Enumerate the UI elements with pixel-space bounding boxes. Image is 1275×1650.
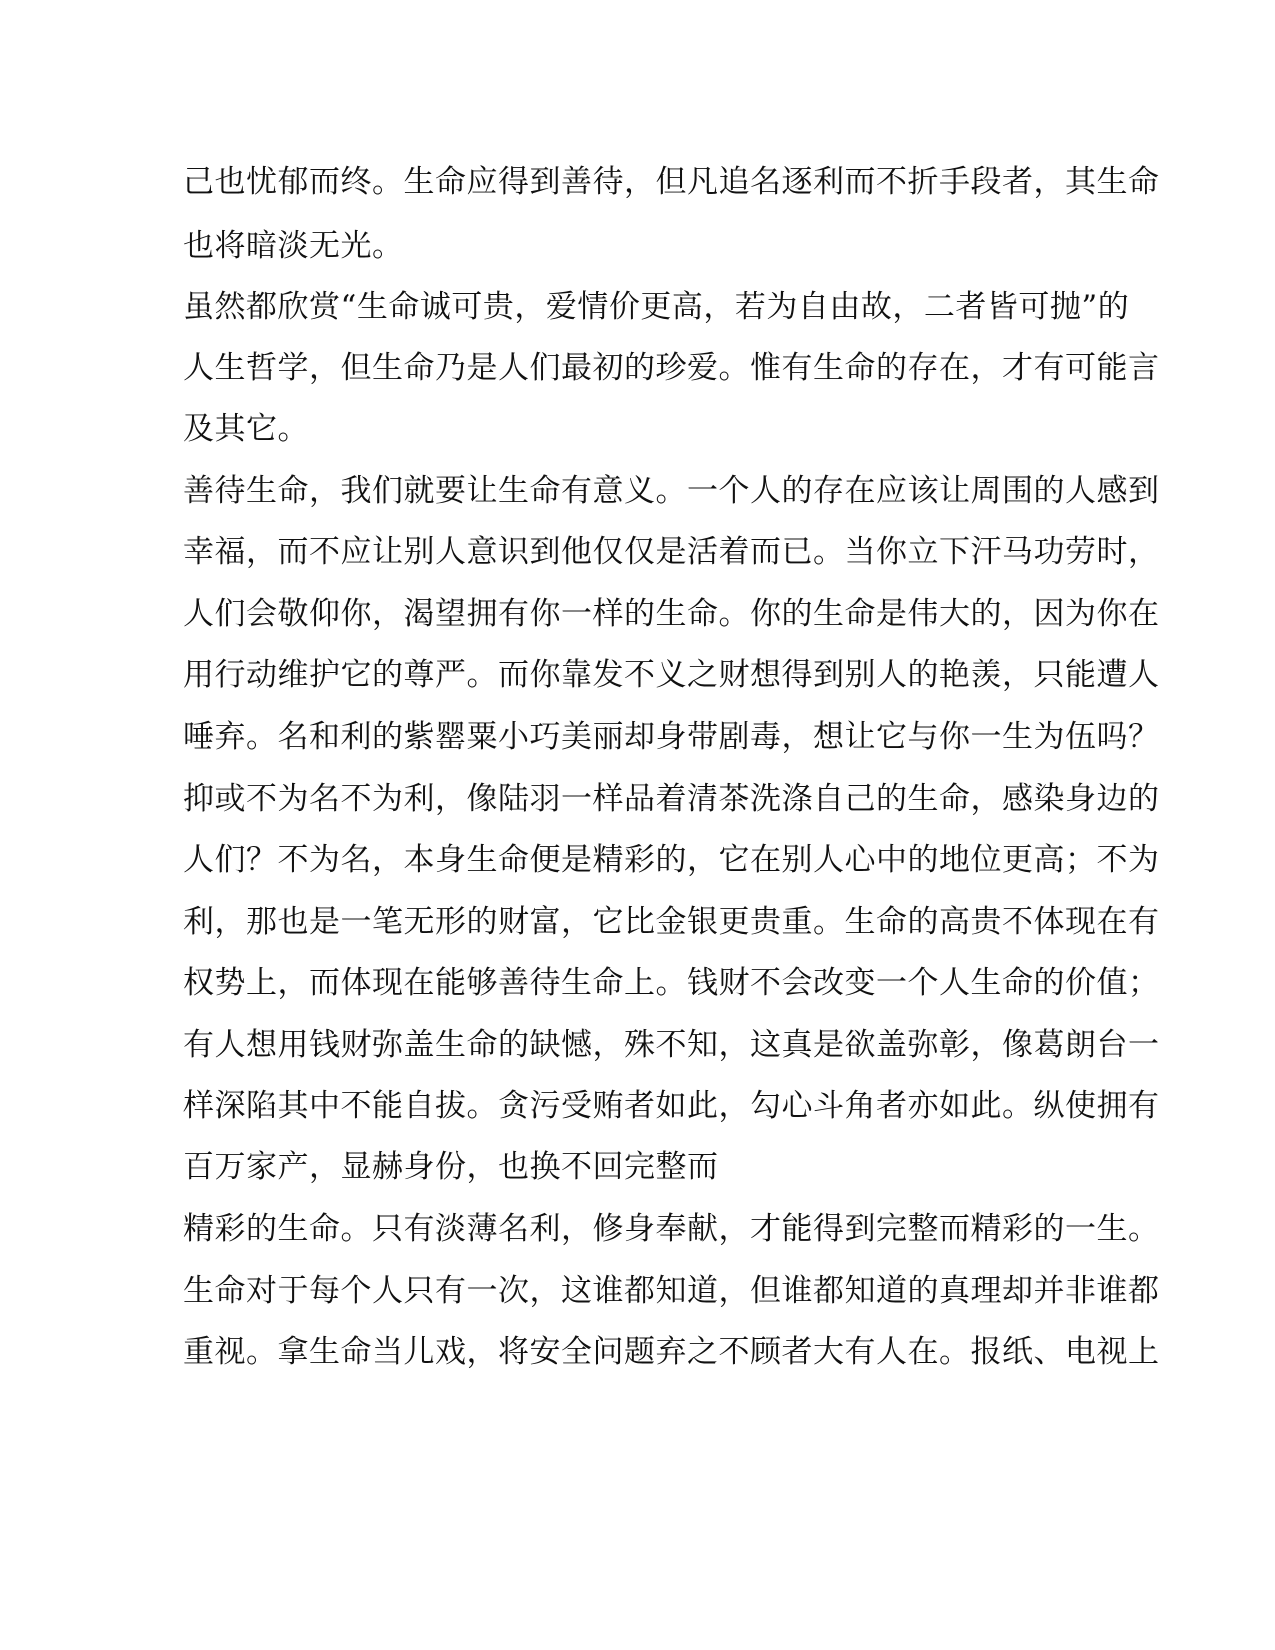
text-line: 样深陷其中不能自拔。贪污受贿者如此，勾心斗角者亦如此。纵使拥有 bbox=[183, 1088, 1160, 1124]
text-line: 幸福，而不应让别人意识到他仅仅是活着而已。当你立下汗马功劳时， bbox=[183, 534, 1160, 570]
text-line: 及其它。 bbox=[183, 411, 309, 447]
text-line: 己也忧郁而终。生命应得到善待，但凡追名逐利而不折手段者，其生命 bbox=[183, 164, 1160, 200]
text-line: 虽然都欣赏“生命诚可贵，爱情价更高，若为自由故，二者皆可抛”的 bbox=[183, 289, 1130, 325]
text-line: 精彩的生命。只有淡薄名利，修身奉献，才能得到完整而精彩的一生。 bbox=[183, 1211, 1160, 1247]
text-line: 重视。拿生命当儿戏，将安全问题弃之不顾者大有人在。报纸、电视上 bbox=[183, 1334, 1160, 1370]
text-line: 唾弃。名和利的紫罂粟小巧美丽却身带剧毒，想让它与你一生为伍吗？ bbox=[183, 719, 1160, 755]
text-line: 人们？不为名，本身生命便是精彩的，它在别人心中的地位更高；不为 bbox=[183, 842, 1160, 878]
text-line: 善待生命，我们就要让生命有意义。一个人的存在应该让周围的人感到 bbox=[183, 473, 1160, 509]
text-line: 人们会敬仰你，渴望拥有你一样的生命。你的生命是伟大的，因为你在 bbox=[183, 596, 1160, 632]
text-line: 抑或不为名不为利，像陆羽一样品着清茶洗涤自己的生命，感染身边的 bbox=[183, 781, 1160, 817]
text-line: 生命对于每个人只有一次，这谁都知道，但谁都知道的真理却并非谁都 bbox=[183, 1273, 1160, 1309]
text-line: 利，那也是一笔无形的财富，它比金银更贵重。生命的高贵不体现在有 bbox=[183, 904, 1160, 940]
text-line: 也将暗淡无光。 bbox=[183, 228, 404, 264]
text-line: 权势上，而体现在能够善待生命上。钱财不会改变一个人生命的价值； bbox=[183, 965, 1160, 1001]
text-line: 人生哲学，但生命乃是人们最初的珍爱。惟有生命的存在，才有可能言 bbox=[183, 350, 1160, 386]
text-line: 有人想用钱财弥盖生命的缺憾，殊不知，这真是欲盖弥彰，像葛朗台一 bbox=[183, 1027, 1160, 1063]
text-line: 百万家产，显赫身份，也换不回完整而 bbox=[183, 1149, 719, 1185]
text-line: 用行动维护它的尊严。而你靠发不义之财想得到别人的艳羡，只能遭人 bbox=[183, 657, 1160, 693]
